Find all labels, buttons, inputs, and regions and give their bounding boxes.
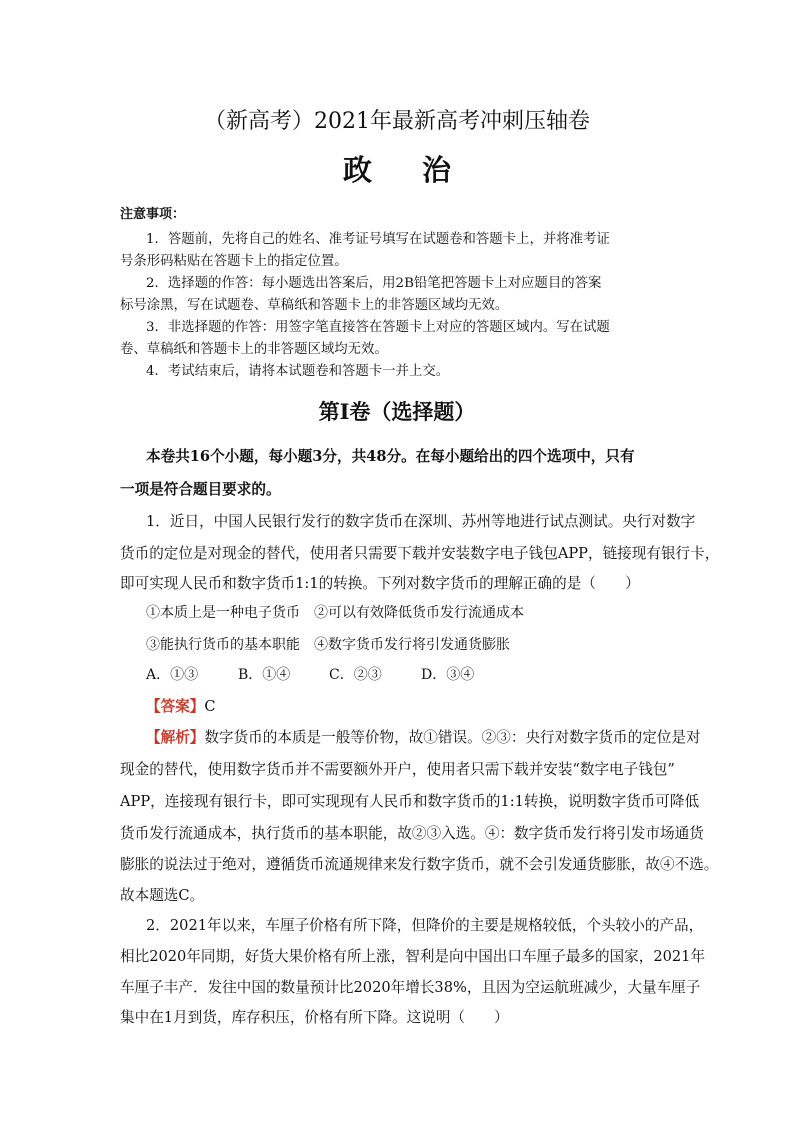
q1-option-a: A．①③ [146, 667, 199, 683]
exam-title: （新高考）2021年最新高考冲刺压轴卷 [204, 109, 590, 134]
q1-analysis-line: 膨胀的说法过于绝对，遵循货币流通规律来发行数字货币，就不会引发通货膨胀，故④不选。 [120, 856, 719, 873]
q1-stem-line: 1．近日，中国人民银行发行的数字货币在深圳、苏州等地进行试点测试。央行对数字 [146, 513, 696, 530]
notice-line: 2．选择题的作答：每小题选出答案后，用2B铅笔把答题卡上对应题目的答案 [146, 276, 602, 291]
analysis-tag: 【解析】 [146, 729, 205, 746]
notice-line: 卷、草稿纸和答题卡上的非答题区域均无效。 [120, 342, 388, 357]
notice-line: 1．答题前，先将自己的姓名、准考证号填写在试题卷和答题卡上，并将准考证 [146, 232, 610, 247]
q1-option-d: D．③④ [421, 667, 475, 683]
q1-stem-line: 货币的定位是对现金的替代，使用者只需要下载并安装数字电子钱包APP，链接现有银行卡， [120, 545, 720, 562]
q2-stem-line: 2．2021年以来，车厘子价格有所下降，但降价的主要是规格较低，个头较小的产品， [146, 917, 704, 934]
q1-analysis-line [146, 726, 701, 747]
q1-analysis-line: 现金的替代，使用数字货币并不需要额外开户，使用者只需下载并安装“数字电子钱包” [120, 761, 675, 778]
notice-line: 标号涂黑，写在试题卷、草稿纸和答题卡上的非答题区域均无效。 [120, 298, 509, 313]
subject-title: 政治 [342, 153, 501, 187]
q1-answer [146, 695, 216, 716]
q2-stem-line: 车厘子丰产．发往中国的数量预计比2020年增长38%，且因为空运航班减少，大量车厘子 [120, 979, 701, 996]
analysis-text: 数字货币的本质是一般等价物，故①错误。②③：央行对数字货币的定位是对 [204, 729, 701, 746]
notice-heading: 注意事项： [120, 207, 186, 222]
q1-option-c: C．②③ [329, 667, 382, 683]
section-intro-line: 本卷共16个小题，每小题3分，共48分。在每小题给出的四个选项中，只有 [146, 448, 635, 465]
notice-line: 号条形码粘贴在答题卡上的指定位置。 [120, 254, 348, 269]
q1-analysis-line: APP，连接现有银行卡，即可实现现有人民币和数字货币的1:1转换，说明数字货币可降低 [120, 793, 700, 810]
section-intro-line: 一项是符合题目要求的。 [120, 481, 281, 498]
q1-statement: ③能执行货币的基本职能 ④数字货币发行将引发通货膨胀 [146, 637, 510, 653]
q1-stem-line: 即可实现人民币和数字货币1:1的转换。下列对数字货币的理解正确的是（ ） [120, 575, 640, 592]
q1-option-b: B．①④ [238, 667, 291, 683]
q2-stem-line: 集中在1月到货，库存积压，价格有所下降。这说明（ ） [120, 1009, 509, 1026]
q1-analysis-line: 故本题选C。 [120, 887, 205, 904]
q1-statement: ①本质上是一种电子货币 ②可以有效降低货币发行流通成本 [146, 605, 524, 621]
notice-line: 4．考试结束后，请将本试题卷和答题卡一并上交。 [146, 364, 450, 379]
notice-line: 3．非选择题的作答：用签字笔直接答在答题卡上对应的答题区域内。写在试题 [146, 320, 610, 335]
q1-analysis-line: 货币发行流通成本，执行货币的基本职能，故②③入选。④：数字货币发行将引发市场通货 [120, 825, 704, 842]
answer-tag: 【答案】 [146, 698, 205, 715]
section-title: 第Ⅰ卷（选择题） [318, 399, 476, 424]
q2-stem-line: 相比2020年同期，好货大果价格有所上涨，智利是向中国出口车厘子最多的国家，2021年 [120, 948, 706, 965]
answer-value: C [204, 698, 216, 715]
